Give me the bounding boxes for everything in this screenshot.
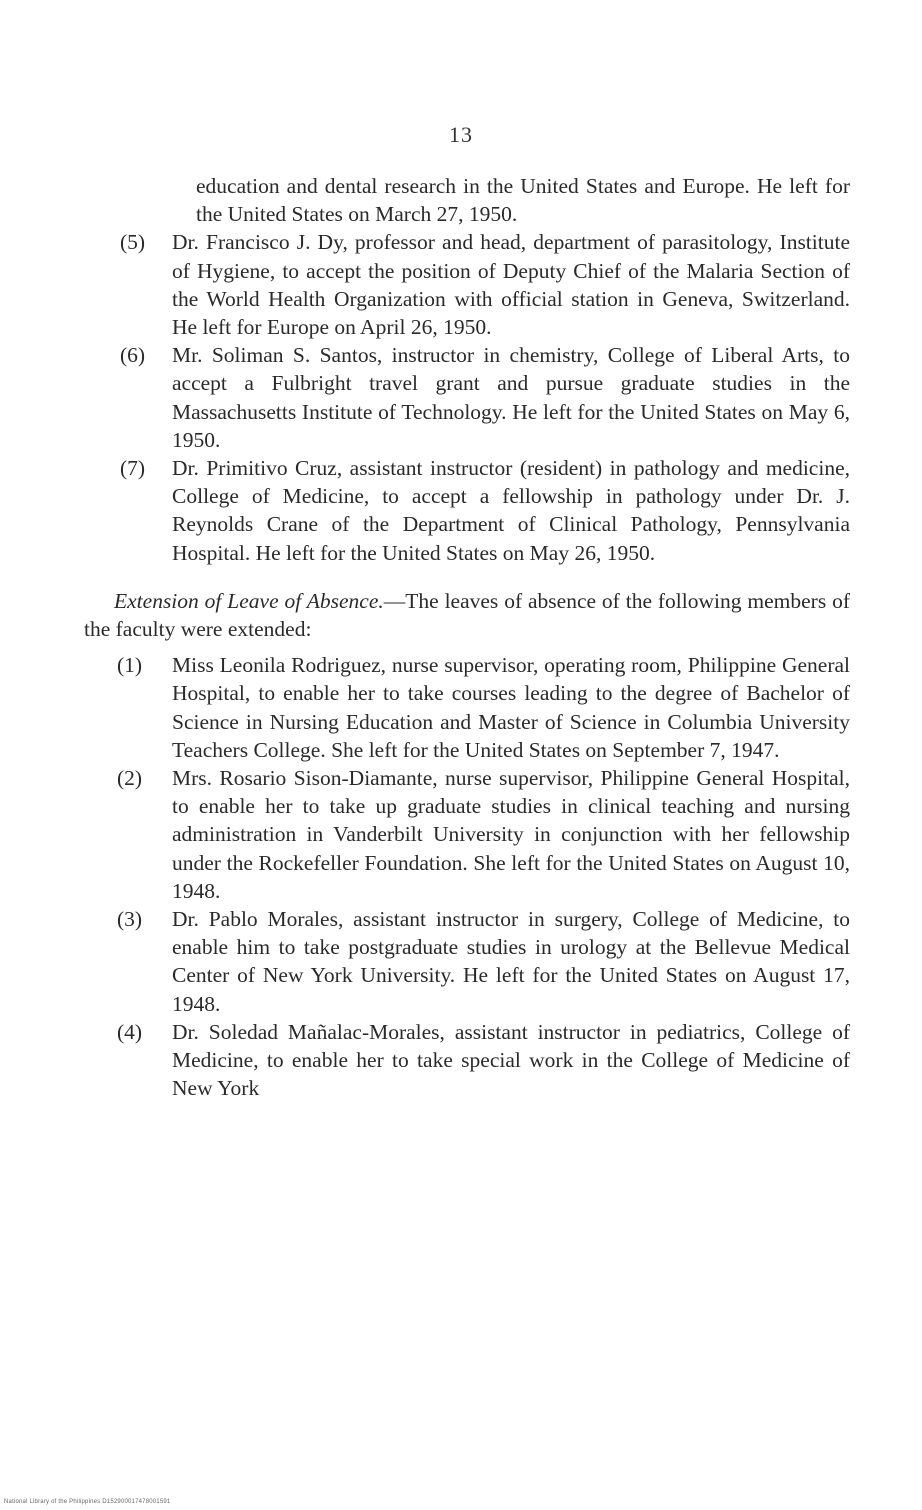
list-item: [117, 905, 850, 1018]
scan-footer: National Library of the Philippines D152900017478001591: [4, 1499, 171, 1505]
list-item: [117, 1018, 850, 1103]
list-item: [120, 228, 850, 341]
page-number: 13: [449, 122, 473, 147]
item-number: (6): [120, 343, 146, 368]
item-number: (1): [117, 653, 143, 678]
list-item: [120, 454, 850, 567]
item-number: (2): [117, 766, 143, 791]
item-text: Dr. Primitivo Cruz, assistant instructor (resident) in pathology and medicine, College of Medicine, to accept a fellowship in pathology under Dr. J. Reynolds Crane of the Department of Clinical Pathology, Pennsylvania Hospital. He left for the United States on May 26, 1950.: [172, 456, 850, 565]
item-number: (3): [117, 907, 143, 932]
list-item: [117, 651, 850, 764]
page-text: [0, 172, 922, 1103]
item-number: (4): [117, 1019, 143, 1044]
section-intro: —The leaves of absence of the following members of the faculty were extended:: [84, 588, 851, 642]
continuation-paragraph: education and dental research in the United States and Europe. He left for the United States on March 27, 1950.: [196, 174, 850, 227]
item-text: Dr. Soledad Mañalac-Morales, assistant instructor in pediatrics, College of Medicine, to enable her to take special work in the College of Medicine of New York: [172, 1019, 850, 1101]
extension-list: [0, 651, 922, 1102]
item-number: (7): [120, 456, 146, 481]
item-text: Dr. Francisco J. Dy, professor and head, department of parasitology, Institute of Hygiene, to accept the position of Deputy Chief of the Malaria Section of the World Health Organization with official station in Geneva, Switzerland. He left for Europe on April 26, 1950.: [172, 230, 850, 340]
list-item: [120, 341, 850, 454]
list-item: [117, 764, 850, 905]
section-heading: Extension of Leave of Absence.: [114, 588, 384, 613]
item-text: Dr. Pablo Morales, assistant instructor in surgery, College of Medicine, to enable him to take postgraduate studies in urology at the Bellevue Medical Center of New York University. He left for the United States on August 17, 1948.: [172, 907, 850, 1016]
leave-list-continued: [0, 228, 922, 566]
item-text: Mr. Soliman S. Santos, instructor in chemistry, College of Liberal Arts, to accept a Fulbright travel grant and pursue graduate studies in the Massachusetts Institute of Technology. He left for the United States on May 6, 1950.: [172, 343, 850, 452]
section-paragraph: [84, 587, 850, 643]
item-number: (5): [120, 230, 146, 255]
item-text: Mrs. Rosario Sison-Diamante, nurse supervisor, Philippine General Hospital, to enable her to take up graduate studies in clinical teaching and nursing administration in Vanderbilt University in conjunction with her fellowship under the Rockefeller Foundation. She left for the United States on August 10, 1948.: [172, 766, 850, 903]
item-text: Miss Leonila Rodriguez, nurse supervisor, operating room, Philippine General Hospital, to enable her to take courses leading to the degree of Bachelor of Science in Nursing Education and Master of Science in Columbia University Teachers College. She left for the United States on September 7, 1947.: [172, 653, 850, 762]
